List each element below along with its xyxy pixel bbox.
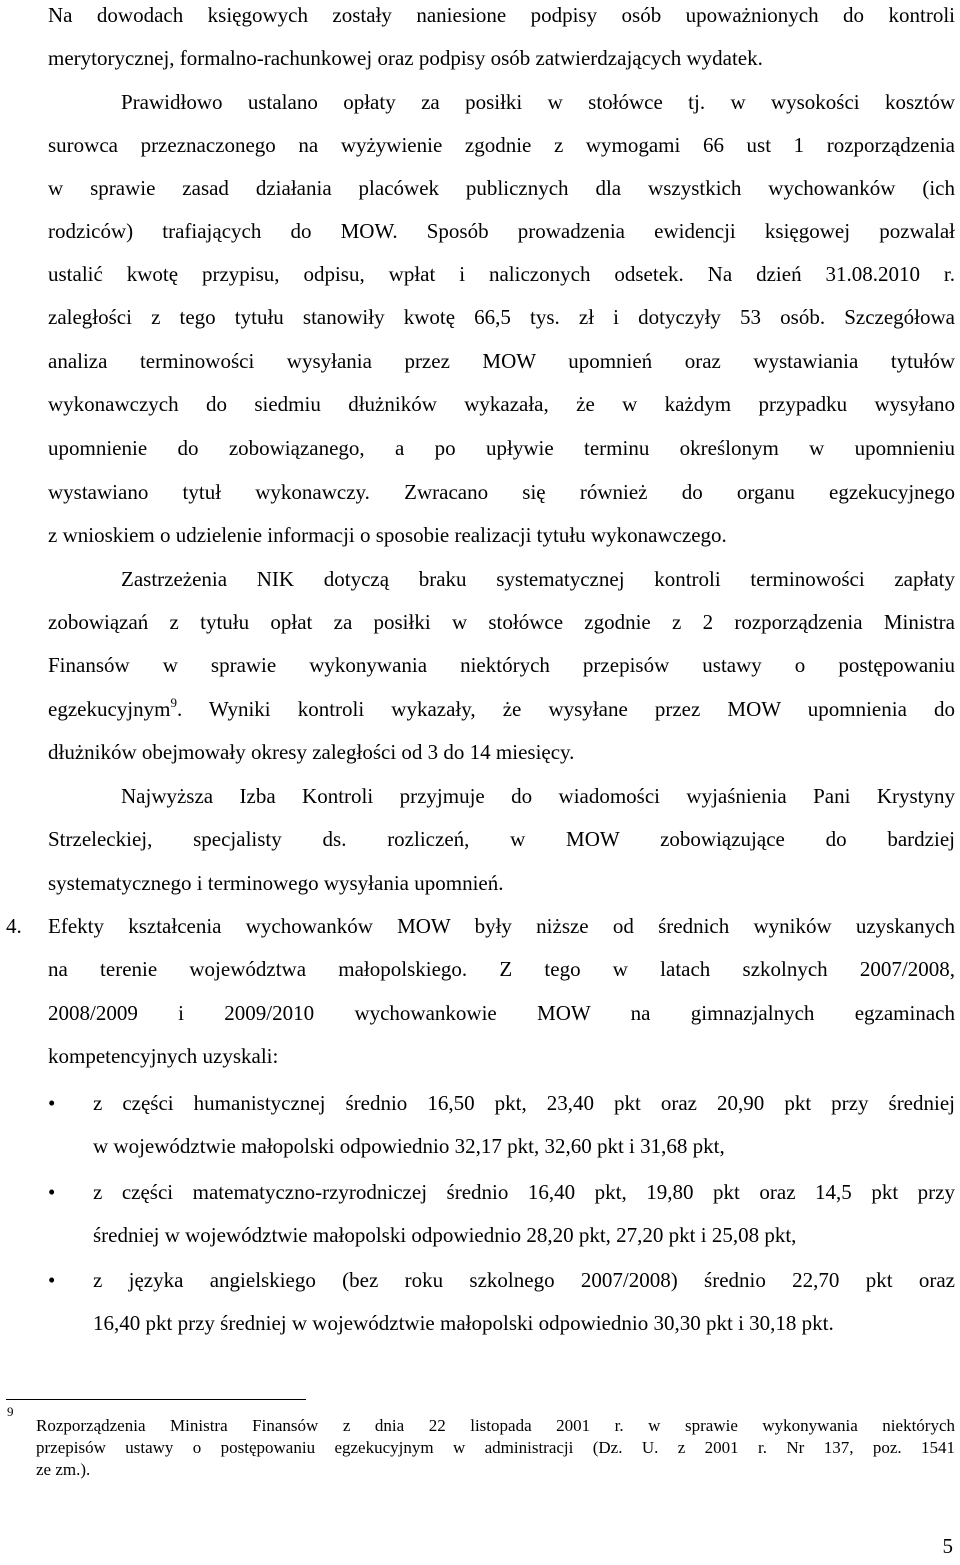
footnote-separator <box>6 1399 306 1400</box>
paragraph-line: wykonawczych do siedmiu dłużników wykazała, że w każdym przypadku wysyłano <box>48 392 955 416</box>
bullet-icon: • <box>48 1091 56 1115</box>
paragraph-line: upomnienie do zobowiązanego, a po upływie terminu określonym w upomnieniu <box>48 436 955 460</box>
footnote-mark: 9 <box>7 1404 14 1419</box>
paragraph-line: analiza terminowości wysyłania przez MOW upomnień oraz wystawiania tytułów <box>48 349 955 373</box>
paragraph-line: Zastrzeżenia NIK dotyczą braku systematycznej kontroli terminowości zapłaty <box>121 567 955 591</box>
paragraph-line: z wnioskiem o udzielenie informacji o sposobie realizacji tytułu wykonawczego. <box>48 523 727 547</box>
paragraph-line: dłużników obejmowały okresy zaległości od 3 do 14 miesięcy. <box>48 740 575 764</box>
page-number: 5 <box>942 1534 953 1558</box>
paragraph-line: wystawiano tytuł wykonawczy. Zwracano się również do organu egzekucyjnego <box>48 480 955 504</box>
paragraph-line: Najwyższa Izba Kontroli przyjmuje do wiadomości wyjaśnienia Pani Krystyny <box>121 784 955 808</box>
section-line: kompetencyjnych uzyskali: <box>48 1044 279 1068</box>
bullet-item-line: z części humanistycznej średnio 16,50 pkt, 23,40 pkt oraz 20,90 pkt przy średniej <box>93 1091 955 1115</box>
footnote-line: ze zm.). <box>36 1460 91 1479</box>
paragraph-line: Prawidłowo ustalano opłaty za posiłki w stołówce tj. w wysokości kosztów <box>121 90 955 114</box>
paragraph-line: Na dowodach księgowych zostały naniesione podpisy osób upoważnionych do kontroli <box>48 3 955 27</box>
paragraph-line: ustalić kwotę przypisu, odpisu, wpłat i naliczonych odsetek. Na dzień 31.08.2010 r. <box>48 262 955 286</box>
paragraph-line: w sprawie zasad działania placówek publicznych dla wszystkich wychowanków (ich <box>48 176 955 200</box>
paragraph-line: zobowiązań z tytułu opłat za posiłki w stołówce zgodnie z 2 rozporządzenia Ministra <box>48 610 955 634</box>
paragraph-line: Strzeleckiej, specjalisty ds. rozliczeń, w MOW zobowiązujące do bardziej <box>48 827 955 851</box>
footnote-reference[interactable]: 9 <box>170 695 177 710</box>
bullet-icon: • <box>48 1268 56 1292</box>
footnote-line: przepisów ustawy o postępowaniu egzekucyjnym w administracji (Dz. U. z 2001 r. Nr 137, poz. 1541 <box>36 1438 955 1457</box>
paragraph-line <box>48 697 955 721</box>
bullet-item-line: w województwie małopolski odpowiednio 32,17 pkt, 32,60 pkt i 31,68 pkt, <box>93 1134 725 1158</box>
footnote-line: Rozporządzenia Ministra Finansów z dnia 22 listopada 2001 r. w sprawie wykonywania niektórych <box>36 1416 955 1435</box>
paragraph-line: merytorycznej, formalno-rachunkowej oraz podpisy osób zatwierdzających wydatek. <box>48 46 763 70</box>
paragraph-line: rodziców) trafiających do MOW. Sposób prowadzenia ewidencji księgowej pozwalał <box>48 219 955 243</box>
paragraph-line: zaległości z tego tytułu stanowiły kwotę 66,5 tys. zł i dotyczyły 53 osób. Szczegółowa <box>48 305 955 329</box>
line-text: egzekucyjnym <box>48 697 171 721</box>
section-number: 4. <box>6 914 22 938</box>
bullet-icon: • <box>48 1180 56 1204</box>
section-line: Efekty kształcenia wychowanków MOW były niższe od średnich wyników uzyskanych <box>48 914 955 938</box>
paragraph-line: surowca przeznaczonego na wyżywienie zgodnie z wymogami 66 ust 1 rozporządzenia <box>48 133 955 157</box>
bullet-item-line: 16,40 pkt przy średniej w województwie małopolski odpowiednio 30,30 pkt i 30,18 pkt. <box>93 1311 834 1335</box>
line-text: . Wyniki kontroli wykazały, że wysyłane przez MOW upomnienia do <box>176 697 955 721</box>
bullet-item-line: z części matematyczno-rzyrodniczej średnio 16,40 pkt, 19,80 pkt oraz 14,5 pkt przy <box>93 1180 955 1204</box>
paragraph-line: Finansów w sprawie wykonywania niektórych przepisów ustawy o postępowaniu <box>48 653 955 677</box>
paragraph-line: systematycznego i terminowego wysyłania upomnień. <box>48 871 504 895</box>
section-line: na terenie województwa małopolskiego. Z tego w latach szkolnych 2007/2008, <box>48 957 955 981</box>
section-line: 2008/2009 i 2009/2010 wychowankowie MOW na gimnazjalnych egzaminach <box>48 1001 955 1025</box>
bullet-item-line: z języka angielskiego (bez roku szkolnego 2007/2008) średnio 22,70 pkt oraz <box>93 1268 955 1292</box>
bullet-item-line: średniej w województwie małopolski odpowiednio 28,20 pkt, 27,20 pkt i 25,08 pkt, <box>93 1223 797 1247</box>
